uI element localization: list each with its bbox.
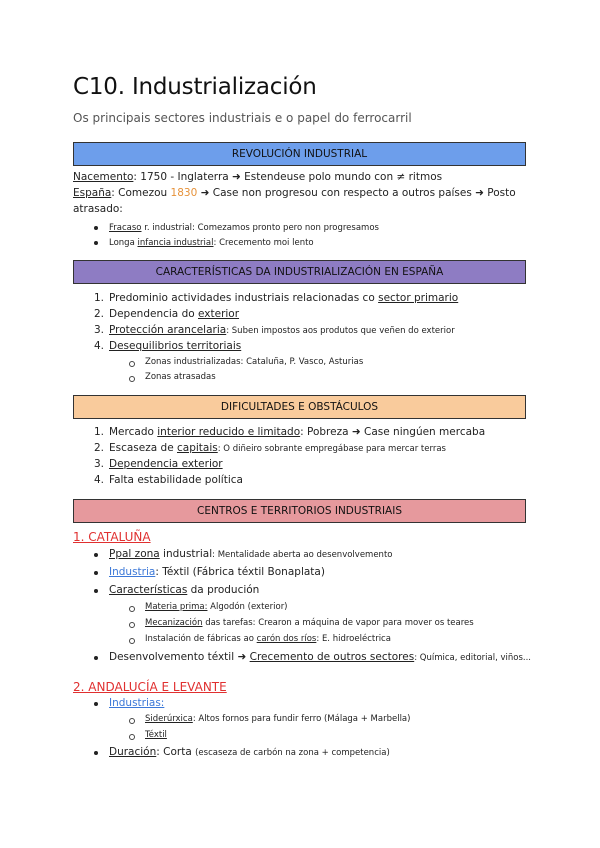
list-item-fracaso [109,221,379,233]
desenvolvemento-post: : Química, editorial, viños... [414,653,531,663]
ppal-zona-mid: industrial [159,548,213,560]
ppal-zona-term: Ppal zona [109,548,160,560]
list-item-industrias [109,697,164,709]
list-item-capitais [93,442,446,454]
nacemento-line [73,171,442,183]
list-item-estabilidade [93,474,243,486]
list-item-predominio [93,292,459,304]
sublist-item-textil [145,730,167,740]
fracaso-text: r. industrial: Comezamos pronto pero non progresamos [141,223,379,233]
list-item-infancia [109,236,314,248]
desenvolvemento-pre: Desenvolvemento téxtil ➜ [109,651,250,663]
list-item-desenvolvemento [109,651,531,663]
section-header-caracteristicas: CARACTERÍSTICAS DA INDUSTRIALIZACIÓN EN ESPAÑA [73,260,526,284]
textil-term: Téxtil [145,730,167,740]
sublist-item-mecanizacion [145,618,474,628]
capitais-pre: Escaseza de [109,442,177,454]
page-subtitle: Os principais sectores industriais e o papel do ferrocarril [73,111,412,125]
mecanizacion-term: Mecanización [145,618,203,628]
duracion-post: (escaseza de carbón na zona + competencia) [195,748,390,758]
list-item-dependencia [93,308,240,320]
sector-primario: sector primario [378,292,459,304]
instalacion-post: : E. hidroeléctrica [316,634,391,644]
list-item-desequilibrios [93,340,242,352]
sublist-item-industrializadas: Zonas industrializadas: Cataluña, P. Vasco, Asturias [145,357,364,367]
industria-text: : Téxtil (Fábrica téxtil Bonaplata) [155,566,325,578]
item-number: 2. [93,442,104,454]
list-item-ppal-zona [109,548,392,560]
item-number: 2. [93,308,104,320]
nacemento-label: Nacemento [73,171,134,183]
infancia-pre: Longa [109,238,138,248]
nacemento-text: : 1750 - Inglaterra ➜ Estendeuse polo mundo con ≠ ritmos [133,171,443,183]
infancia-label: infancia industrial [137,238,214,248]
materia-prima-text: Algodón (exterior) [207,602,288,612]
sublist-item-siderurxica [145,714,410,724]
espana-pre: : Comezou [111,187,171,199]
list-item-dependencia-exterior [93,458,223,470]
exterior-term: exterior [198,308,240,320]
list-item-mercado [93,426,486,438]
list-item-caracteristicas [109,584,259,596]
mercado-post: : Pobreza ➜ Case ningúen mercaba [300,426,486,438]
item-number: 4. [93,340,104,352]
siderurxica-term: Siderúrxica [145,714,193,724]
heading-andalucia: 2. ANDALUCÍA E LEVANTE [73,680,227,694]
item-number: 4. [93,474,104,486]
materia-prima-term: Materia prima: [145,602,208,612]
item-number: 1. [93,426,104,438]
ppal-zona-post: : Mentalidade aberta ao desenvolvemento [212,550,393,560]
caron-rios-term: carón dos ríos [256,634,317,644]
page-title: C10. Industrialización [73,74,317,100]
proteccion-term: Protección arancelaria [109,324,227,336]
fracaso-label: Fracaso [109,223,142,233]
estabilidade-text: Falta estabilidade política [109,474,243,486]
espana-continuation: atrasado: [73,203,123,215]
mecanizacion-text: das tarefas: Crearon a máquina de vapor para mover os teares [202,618,474,628]
dependencia-text: Dependencia do [109,308,198,320]
mercado-pre: Mercado [109,426,158,438]
espana-year: 1830 [170,187,198,199]
item-number: 3. [93,458,104,470]
heading-cataluna: 1. CATALUÑA [73,530,151,544]
sublist-item-atrasadas: Zonas atrasadas [145,372,216,382]
siderurxica-text: : Altos fornos para fundir ferro (Málaga + Marbella) [192,714,411,724]
section-header-revolucion: REVOLUCIÓN INDUSTRIAL [73,142,526,166]
espana-label: España [73,187,112,199]
espana-line [73,187,516,199]
industrias-link[interactable]: Industrias: [109,697,165,709]
instalacion-pre: Instalación de fábricas ao [145,634,257,644]
duracion-term: Duración [109,746,157,758]
capitais-post: : O diñeiro sobrante empregábase para mercar terras [217,444,446,454]
item-number: 1. [93,292,104,304]
desequilibrios-term: Desequilibrios territoriais [109,340,242,352]
proteccion-text: : Suben impostos aos produtos que veñen do exterior [226,326,455,336]
caracteristicas-text: da produción [187,584,260,596]
espana-post: ➜ Case non progresou con respecto a outros países ➜ Posto [197,187,516,199]
section-header-dificultades: DIFICULTADES E OBSTÁCULOS [73,395,526,419]
capitais-term: capitais [177,442,218,454]
item-number: 3. [93,324,104,336]
mercado-term: interior reducido e limitado [157,426,301,438]
infancia-text: : Crecemento moi lento [213,238,314,248]
duracion-mid: : Corta [156,746,196,758]
predominio-text: Predominio actividades industriais relacionadas co [109,292,379,304]
caracteristicas-term: Características [109,584,188,596]
section-header-centros: CENTROS E TERRITORIOS INDUSTRIAIS [73,499,526,523]
crecemento-term: Crecemento de outros sectores [249,651,415,663]
list-item-industria [109,566,325,578]
dependencia-exterior-term: Dependencia exterior [109,458,223,470]
sublist-item-instalacion [145,634,391,644]
list-item-duracion [109,746,390,758]
sublist-item-materia-prima [145,602,288,612]
industria-link[interactable]: Industria [109,566,156,578]
list-item-proteccion [93,324,455,336]
